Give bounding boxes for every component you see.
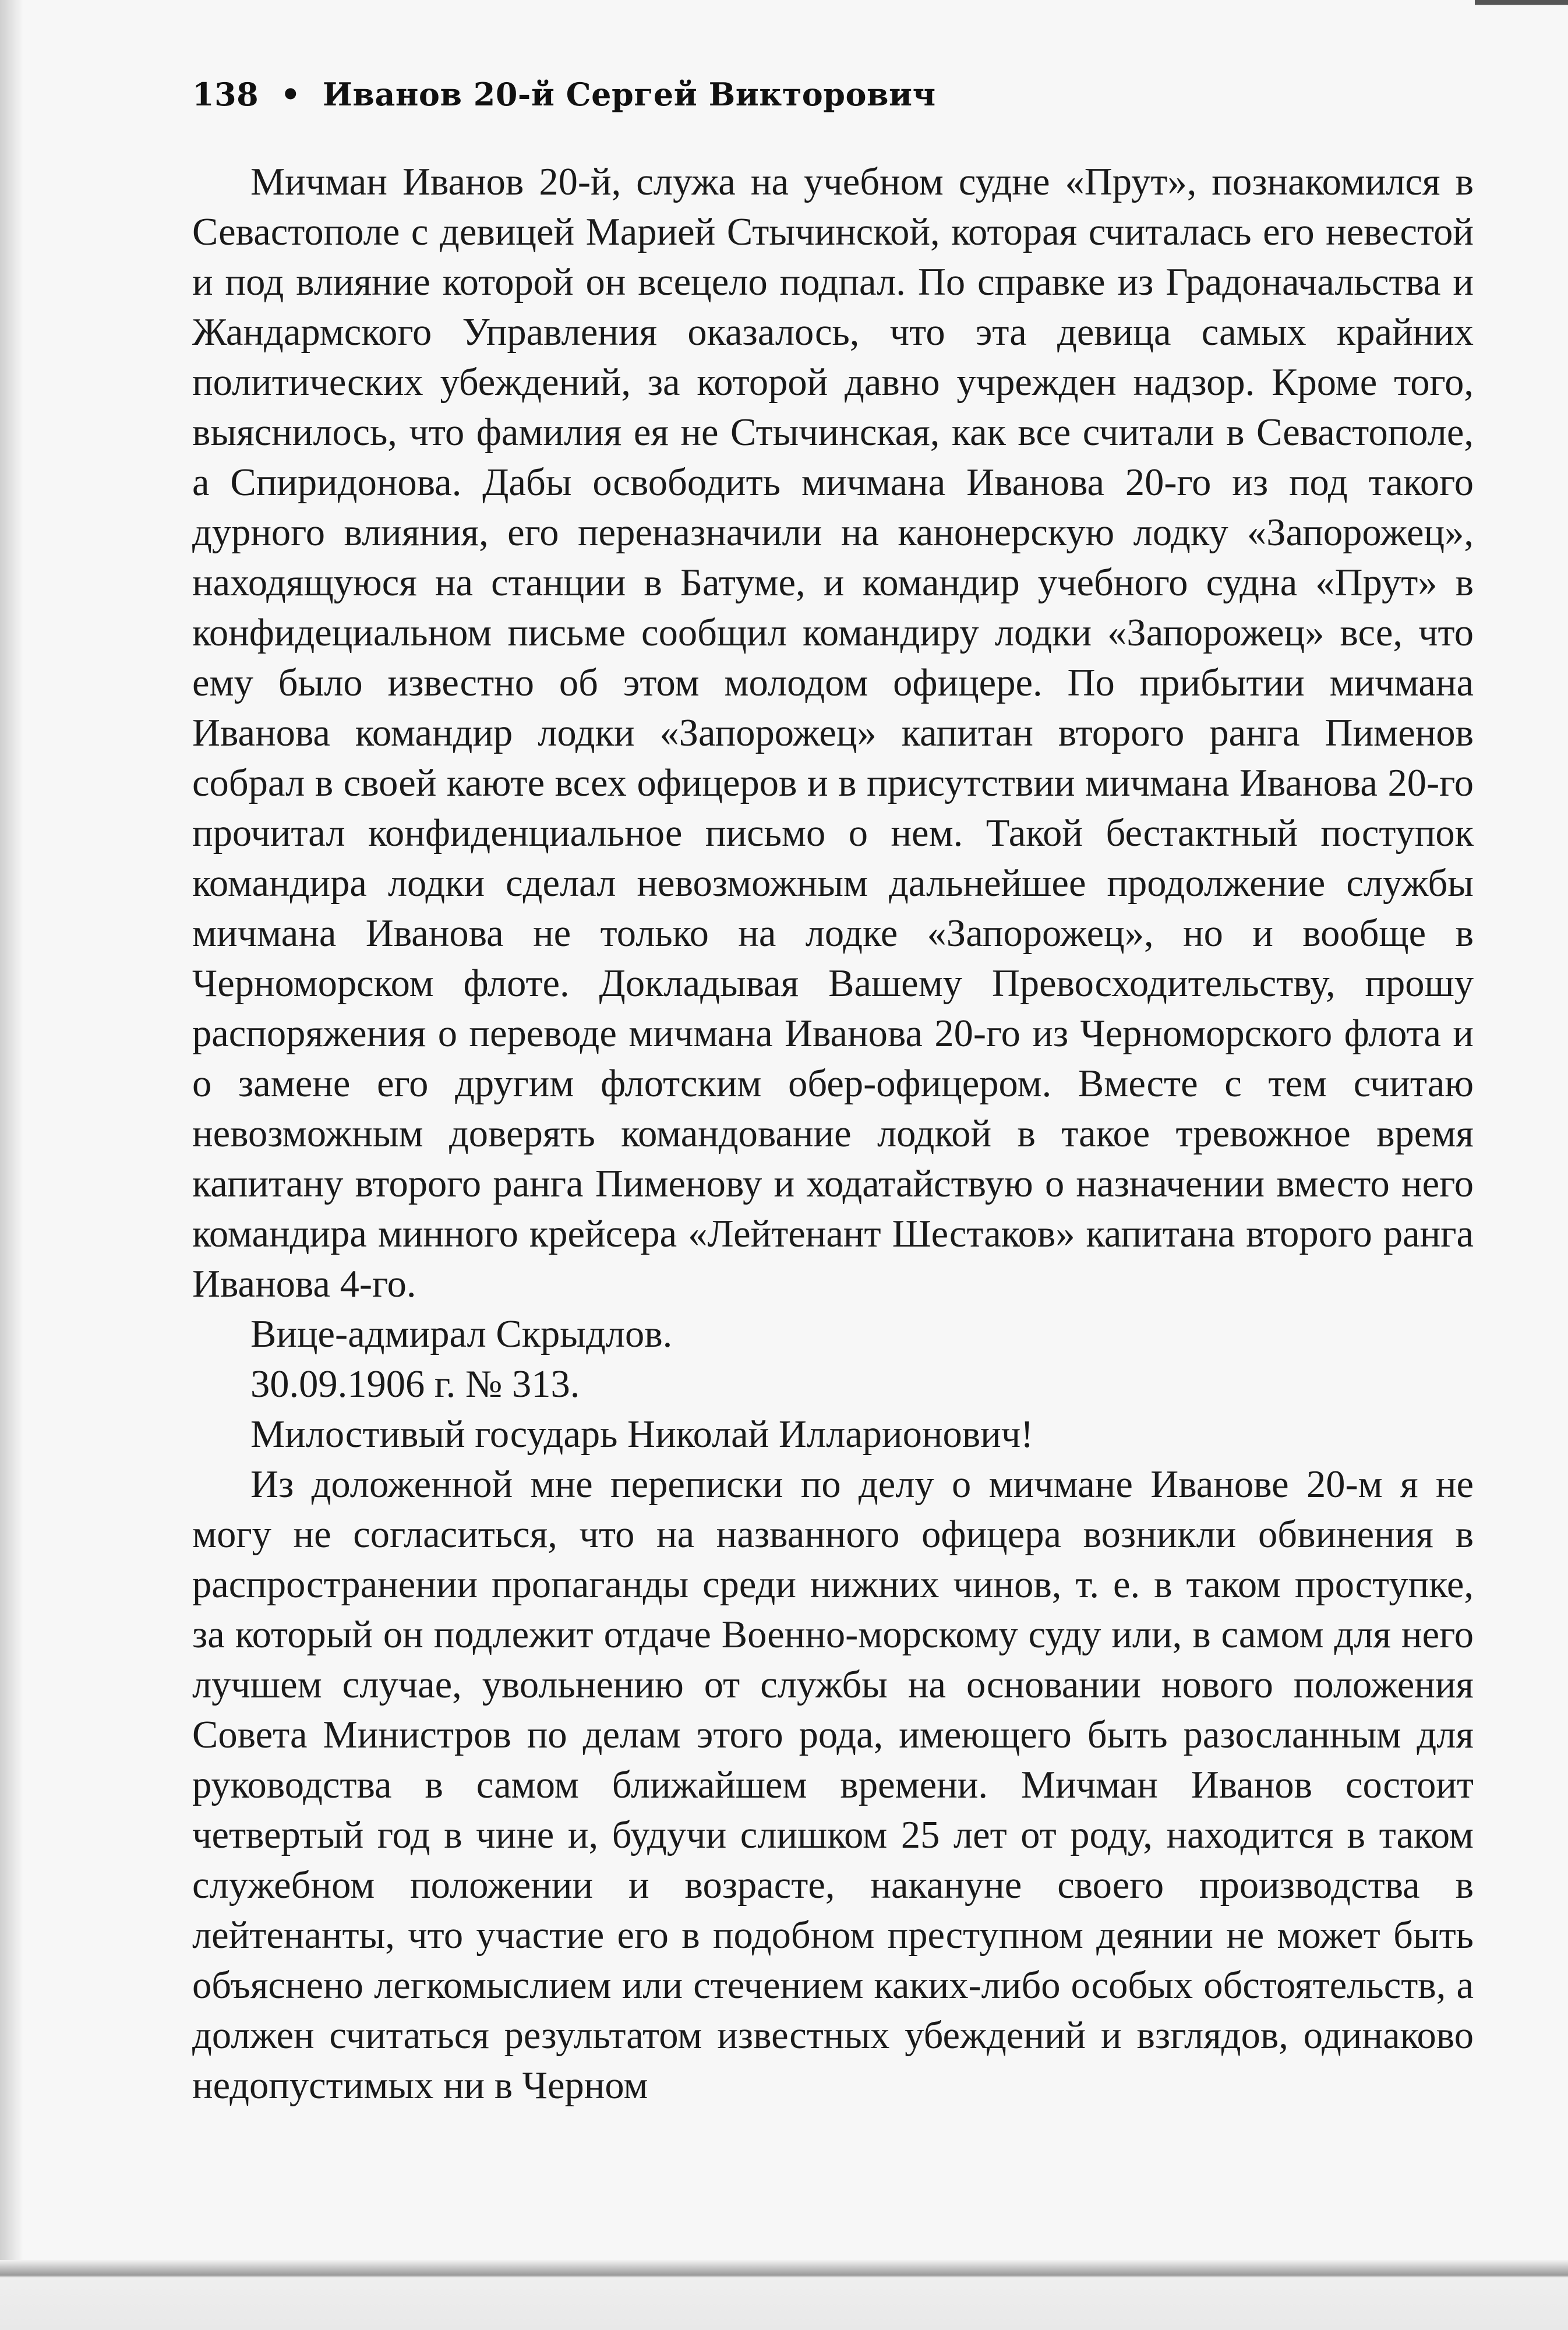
header-separator: • — [280, 76, 301, 113]
signature: Вице-адмирал Скрыдлов. — [250, 1313, 673, 1355]
running-head — [192, 76, 936, 113]
running-title: Иванов 20-й Сергей Викторович — [322, 76, 936, 113]
page-corner — [1475, 0, 1568, 29]
report-paragraph: Мичман Иванов 20-й, служа на учебном судне «Прут», познакомился в Севастополе с девицей Марией Стычинской, которая считалась его невестой и под влияние которой он всецело подпал. По справке из Градоначальства и Жандармского Управления оказалось, что эта девица самых крайних политических убеждений, за которой давно учрежден надзор. Кроме того, выяснилось, что фамилия ея не Стычинская, как все считали в Севастополе, а Спиридонова. Дабы освободить мичмана Иванова 20-го из под такого дурного влияния, его переназначили на канонерскую лодку «Запорожец», находящуюся на станции в Батуме, и командир учебного судна «Прут» в конфидециальном письме сообщил командиру лодки «Запорожец» все, что ему было известно об этом молодом офицере. По прибытии мичмана Иванова командир лодки «Запорожец» капитан второго ранга Пименов собрал в своей каюте всех офицеров и в присутствии мичмана Иванова 20-го прочитал конфиденциальное письмо о нем. Такой бестактный поступок командира лодки сделал невозможным дальнейшее продолжение службы мичмана Иванова не только на лодке «Запорожец», но и вообще в Черноморском флоте. Докладывая Вашему Превосходительству, прошу распоряжения о переводе мичмана Иванова 20-го из Черноморского флота и о замене его другим флотским обер-офицером. Вместе с тем считаю невозможным доверять командование лодкой в такое тревожное время капитану второго ранга Пименову и ходатайствую о назначении вместо него командира минного крейсера «Лейтенант Шестаков» капитана второго ранга Иванова 4-го. — [192, 161, 1474, 1305]
letter-paragraph: Из доложенной мне переписки по делу о мичмане Иванове 20-м я не могу не согласиться, что на названного офицера возникли обвинения в распространении пропаганды среди нижних чинов, т. е. в таком проступке, за который он подлежит отдаче Военно-морскому суду или, в самом для него лучшем случае, увольнению от службы на основании нового положения Совета Министров по делам этого рода, имеющего быть разосланным для руководства в самом ближайшем времени. Мичман Иванов состоит четвертый год в чине и, будучи слишком 25 лет от роду, находится в таком служебном положении и возрасте, накануне своего производства в лейтенанты, что участие его в подобном преступном деянии не может быть объяснено легкомыслием или стечением каких-либо особых обстоятельств, а должен считаться результатом известных убеждений и взглядов, одинаково недопустимых ни в Черном — [192, 1463, 1474, 2107]
salutation: Милостивый государь Николай Илларионович! — [250, 1413, 1034, 1456]
page-number: 138 — [192, 76, 259, 113]
page-gutter-shadow — [0, 0, 23, 2330]
date-number: 30.09.1906 г. № 313. — [250, 1363, 580, 1406]
body-text — [192, 157, 1474, 2111]
page-bottom-edge — [0, 2260, 1568, 2330]
